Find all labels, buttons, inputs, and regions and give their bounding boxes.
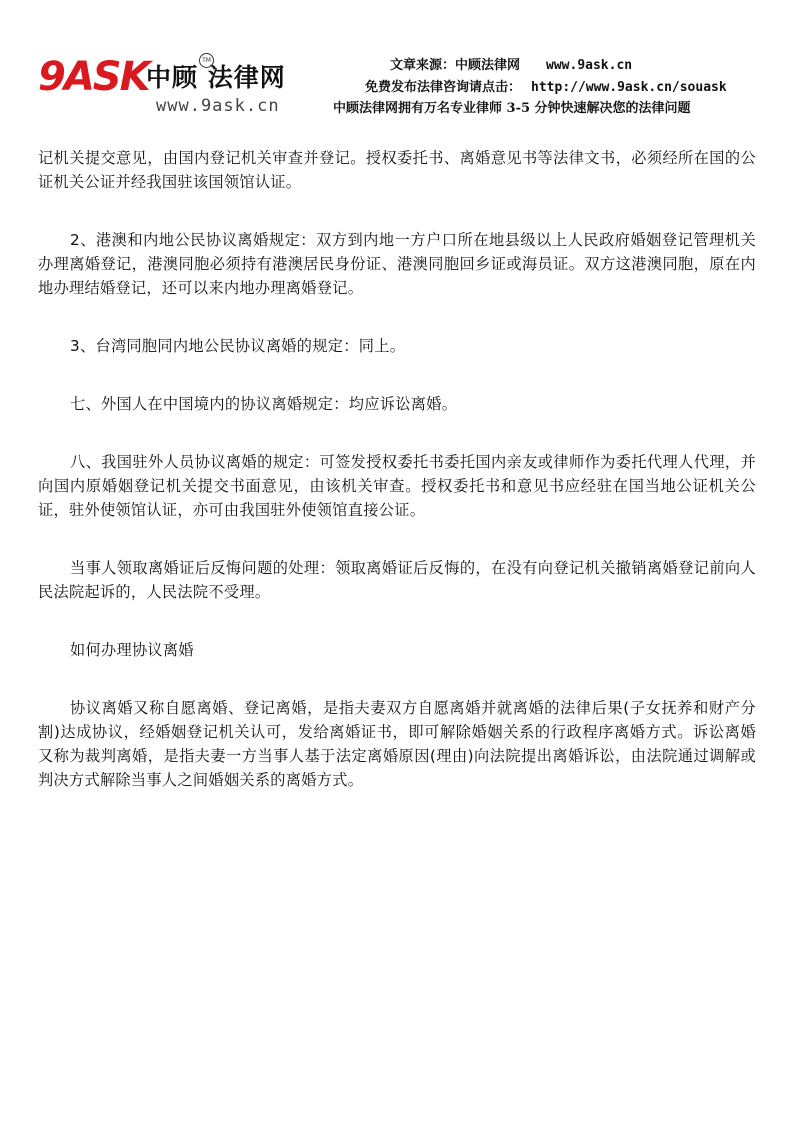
paragraph-5: 八、我国驻外人员协议离婚的规定：可签发授权委托书委托国内亲友或律师作为委托代理人代理，并向国内原婚姻登记机关提交书面意见，由该机关审查。授权委托书和意见书应经驻在国当地公证机关公证，驻外使领馆认证，亦可由我国驻外使领馆直接公证。	[38, 453, 756, 519]
source-label: 文章来源：中顾法律网	[390, 58, 521, 73]
source-line	[390, 58, 632, 74]
article-body	[38, 146, 756, 826]
logo-name: 中顾 法律网	[146, 63, 286, 92]
paragraph-2: 2、港澳和内地公民协议离婚规定：双方到内地一方户口所在地县级以上人民政府婚姻登记管理机关办理离婚登记，港澳同胞必须持有港澳居民身份证、港澳同胞回乡证或海员证。双方这港澳同胞，原在内地办理结婚登记，还可以来内地办理离婚登记。	[38, 231, 756, 297]
section-heading: 如何办理协议离婚	[70, 641, 194, 659]
consult-label: 免费发布法律咨询请点击：	[365, 80, 522, 95]
source-url-link[interactable]: www.9ask.cn	[546, 58, 633, 73]
paragraph-6: 当事人领取离婚证后反悔问题的处理：领取离婚证后反悔的，在没有向登记机关撤销离婚登记前向人民法院起诉的，人民法院不受理。	[38, 559, 756, 601]
slogan: 中顾法律网拥有万名专业律师 3-5 分钟快速解决您的法律问题	[333, 101, 691, 116]
paragraph-4: 七、外国人在中国境内的协议离婚规定：均应诉讼离婚。	[70, 395, 458, 413]
trademark-icon: TM	[199, 53, 214, 68]
consult-line	[365, 80, 727, 96]
consult-url-link[interactable]: http://www.9ask.cn/souask	[531, 80, 727, 95]
logo-url: www.9ask.cn	[156, 96, 280, 116]
9ask-logo[interactable]	[38, 53, 308, 123]
logo-mark: 9ASK	[38, 54, 149, 100]
paragraph-3: 3、台湾同胞同内地公民协议离婚的规定：同上。	[70, 337, 406, 355]
paragraph-1: 记机关提交意见，由国内登记机关审查并登记。授权委托书、离婚意见书等法律文书，必须经所在国的公证机关公证并经我国驻该国领馆认证。	[38, 149, 756, 191]
page-header	[0, 0, 794, 130]
paragraph-7: 协议离婚又称自愿离婚、登记离婚，是指夫妻双方自愿离婚并就离婚的法律后果(子女抚养和财产分割)达成协议，经婚姻登记机关认可，发给离婚证书，即可解除婚姻关系的行政程序离婚方式。诉讼离婚又称为裁判离婚，是指夫妻一方当事人基于法定离婚原因(理由)向法院提出离婚诉讼，由法院通过调解或判决方式解除当事人之间婚姻关系的离婚方式。	[38, 699, 756, 789]
